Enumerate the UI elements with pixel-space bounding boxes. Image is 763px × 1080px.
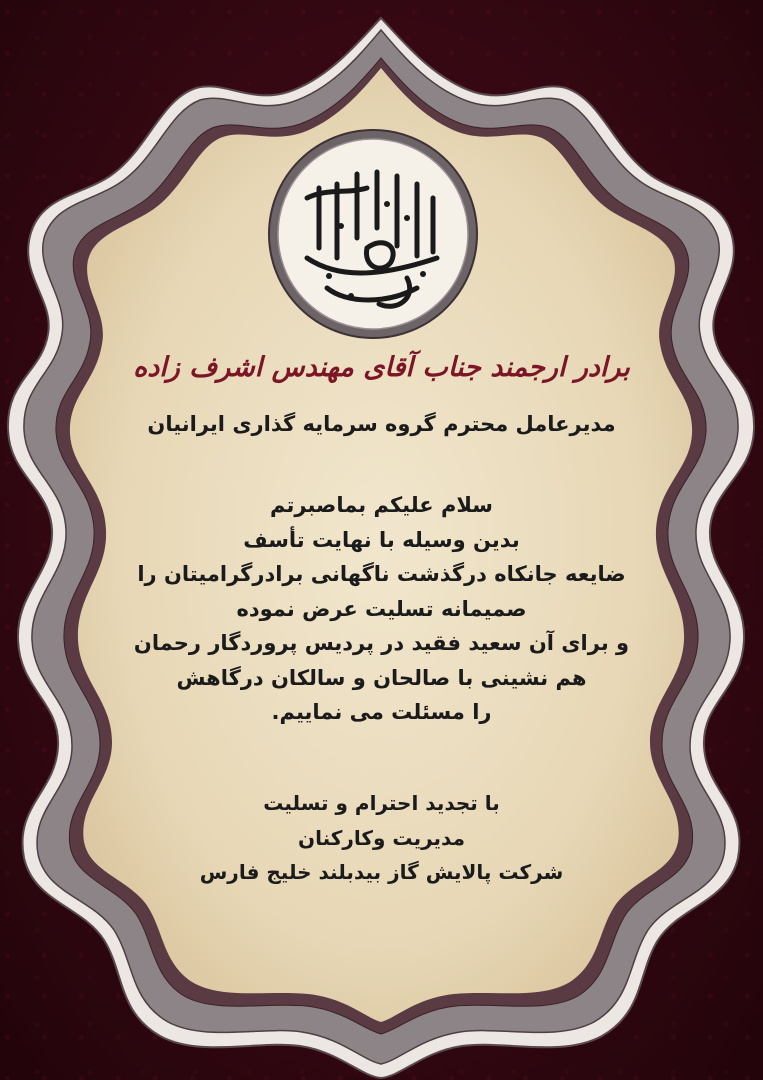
message-line: و برای آن سعید فقید در پردیس پروردگار رحمان — [133, 631, 630, 655]
message-line: صمیمانه تسلیت عرض نموده — [236, 596, 527, 621]
closing-signature — [120, 786, 643, 890]
recipient-subtitle: مدیرعامل محترم گروه سرمایه گذاری ایرانیان — [147, 412, 616, 436]
message-line: سلام علیکم بماصبرتم — [270, 493, 493, 517]
closing-line: مدیریت وکارکنان — [298, 825, 465, 850]
closing-line: با تجدید احترام و تسلیت — [263, 791, 500, 815]
message-line: را مسئلت می نماییم. — [271, 700, 492, 724]
recipient-title: برادر ارجمند جناب آقای مهندس اشرف زاده — [133, 352, 630, 383]
calligraphy-seal — [267, 128, 479, 340]
closing-line: شرکت پالایش گاز بیدبلند خلیج فارس — [199, 860, 564, 884]
message-line: ضایعه جانکاه درگذشت ناگهانی برادرگرامیتان را — [137, 562, 626, 586]
message-line: بدین وسیله با نهایت تأسف — [243, 527, 520, 552]
message-line: هم نشینی با صالحان و سالکان درگاهش — [176, 665, 587, 690]
condolence-message — [120, 488, 643, 730]
